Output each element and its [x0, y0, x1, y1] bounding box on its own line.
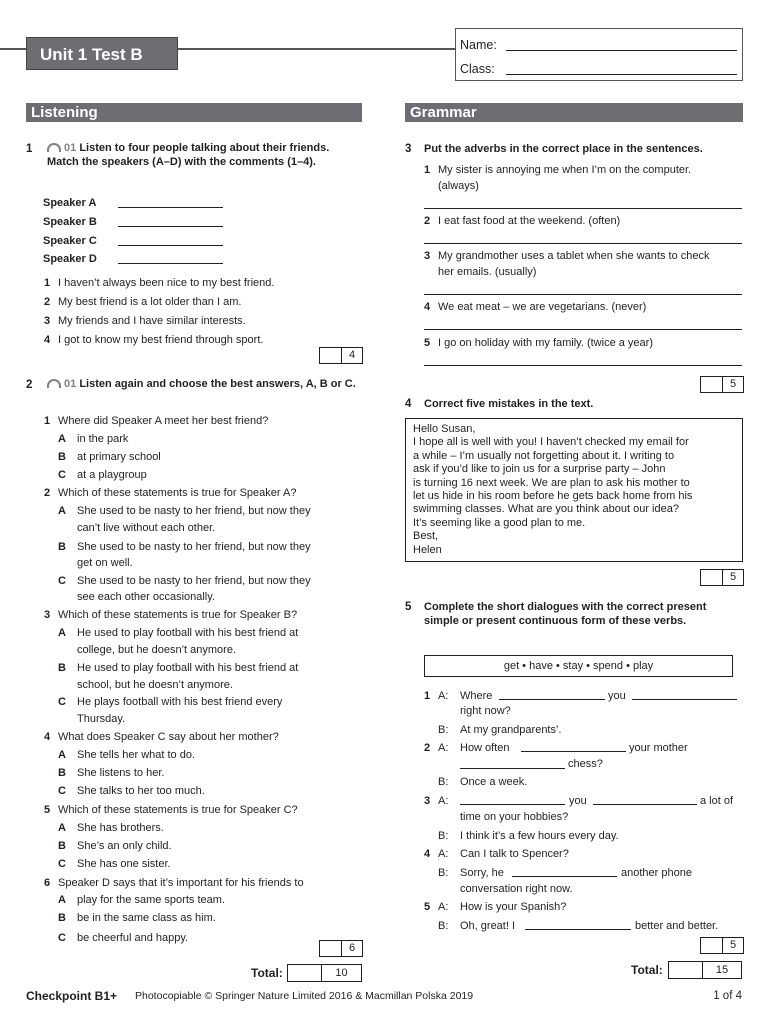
item-text: My sister is annoying me when I’m on the computer.: [438, 164, 692, 176]
dialogue-number: 1: [424, 690, 431, 702]
option-letter[interactable]: C: [58, 932, 66, 944]
item-number: 3: [424, 250, 431, 262]
question-number: 2: [26, 379, 33, 391]
comment-number: 1: [44, 277, 51, 289]
score-box[interactable]: 5: [700, 569, 744, 586]
option-text-cont: can’t live without each other.: [77, 522, 216, 534]
item-number: 3: [44, 609, 51, 621]
dialogue-text: Oh, great! I: [460, 920, 516, 932]
option-letter[interactable]: B: [58, 840, 66, 852]
answer-line[interactable]: [424, 243, 742, 244]
dialogue-text: your mother: [629, 742, 688, 754]
word-box: get • have • stay • spend • play: [424, 655, 733, 677]
gap-line[interactable]: [632, 699, 737, 700]
dialogue-text: Sorry, he: [460, 867, 504, 879]
total-label: Total:: [251, 966, 283, 980]
option-text: She used to be nasty to her friend, but now they: [77, 541, 311, 553]
speaker-b-label: B:: [438, 920, 449, 932]
score-box[interactable]: 5: [700, 376, 744, 393]
option-letter[interactable]: C: [58, 696, 66, 708]
speaker-label: Speaker D: [43, 253, 97, 265]
dialogue-text: How is your Spanish?: [460, 901, 567, 913]
speaker-a-label: A:: [438, 795, 449, 807]
headphones-icon: [47, 143, 61, 152]
item-number: 5: [424, 337, 431, 349]
text-line: swimming classes. What are you think about our idea?: [413, 503, 679, 516]
dialogue-text: Can I talk to Spencer?: [460, 848, 569, 860]
option-text: in the park: [77, 433, 129, 445]
option-text-cont: Thursday.: [77, 713, 126, 725]
option-text-cont: college, but he doesn’t anymore.: [77, 644, 236, 656]
speaker-a-label: A:: [438, 848, 449, 860]
score-box[interactable]: 6: [319, 940, 363, 957]
gap-line[interactable]: [512, 876, 617, 877]
dialogue-text: I think it’s a few hours every day.: [460, 830, 619, 842]
dialogue-text: a lot of: [700, 795, 734, 807]
dialogue-number: 4: [424, 848, 431, 860]
speaker-b-label: B:: [438, 776, 449, 788]
answer-line[interactable]: [424, 208, 742, 209]
item-number: 1: [424, 164, 431, 176]
question-instruction: 01 Listen again and choose the best answers, A, B or C.: [47, 377, 357, 391]
dialogue-text: right now?: [460, 705, 511, 717]
item-question: Which of these statements is true for Speaker C?: [58, 804, 298, 816]
gap-line[interactable]: [460, 768, 565, 769]
answer-line[interactable]: [118, 263, 223, 264]
comment-number: 3: [44, 315, 51, 327]
speaker-a-label: A:: [438, 690, 449, 702]
score-box[interactable]: 4: [319, 347, 363, 364]
speaker-b-label: B:: [438, 724, 449, 736]
gap-line[interactable]: [525, 929, 631, 930]
option-letter[interactable]: B: [58, 767, 66, 779]
question-number: 3: [405, 143, 412, 155]
option-text: He used to play football with his best friend at: [77, 662, 299, 674]
option-letter[interactable]: A: [58, 505, 66, 517]
option-text: play for the same sports team.: [77, 894, 225, 906]
name-label: Name:: [460, 38, 497, 52]
text-line: ask if you’d like to join us for a surprise party – John: [413, 463, 666, 476]
option-letter[interactable]: A: [58, 627, 66, 639]
option-letter[interactable]: A: [58, 433, 66, 445]
question-instruction: 01 Listen to four people talking about their friends. Match the speakers (A–D) with the comments (1–4).: [47, 142, 330, 168]
option-letter[interactable]: C: [58, 858, 66, 870]
section-listening: Listening: [26, 103, 362, 122]
dialogue-number: 5: [424, 901, 431, 913]
dialogue-text: At my grandparents’.: [460, 724, 562, 736]
total-box[interactable]: 10: [287, 964, 362, 982]
item-question: Which of these statements is true for Speaker A?: [58, 487, 297, 499]
dialogue-text: time on your hobbies?: [460, 811, 569, 823]
dialogue-text: you: [569, 795, 587, 807]
score-box[interactable]: 5: [700, 937, 744, 954]
speaker-label: Speaker A: [43, 197, 97, 209]
answer-line[interactable]: [424, 365, 742, 366]
dialogue-text: conversation right now.: [460, 883, 573, 895]
option-text: She tells her what to do.: [77, 749, 196, 761]
option-letter[interactable]: A: [58, 749, 66, 761]
dialogue-number: 2: [424, 742, 431, 754]
dialogue-text: better and better.: [635, 920, 719, 932]
name-field[interactable]: [506, 50, 737, 51]
item-text-cont: her emails. (usually): [438, 266, 537, 278]
text-line: Best,: [413, 530, 439, 543]
option-text: She talks to her too much.: [77, 785, 205, 797]
answer-line[interactable]: [118, 226, 223, 227]
answer-line[interactable]: [118, 207, 223, 208]
dialogue-text: How often: [460, 742, 510, 754]
option-text-cont: see each other occasionally.: [77, 591, 215, 603]
page-number: 1 of 4: [713, 990, 742, 1002]
option-letter[interactable]: B: [58, 451, 66, 463]
option-letter[interactable]: C: [58, 785, 66, 797]
dialogue-text: another phone: [621, 867, 692, 879]
comment-number: 2: [44, 296, 51, 308]
speaker-label: Speaker C: [43, 235, 97, 247]
text-line: let us hide in his room before he gets back home from his: [413, 490, 693, 503]
item-number: 5: [44, 804, 51, 816]
item-number: 6: [44, 877, 51, 889]
item-text-cont: (always): [438, 180, 479, 192]
item-number: 4: [44, 731, 51, 743]
item-question: Where did Speaker A meet her best friend?: [58, 415, 269, 427]
option-text: She has brothers.: [77, 822, 164, 834]
comment-number: 4: [44, 334, 51, 346]
question-instruction: Complete the short dialogues with the correct present simple or present continuous form of these verbs.: [424, 601, 707, 627]
name-class-box: [455, 28, 743, 81]
total-box[interactable]: 15: [668, 961, 742, 979]
item-number: 4: [424, 301, 431, 313]
text-line: I hope all is well with you! I haven’t checked my email for: [413, 436, 689, 449]
gap-line[interactable]: [460, 804, 565, 805]
comment-text: I haven’t always been nice to my best friend.: [58, 277, 275, 289]
footer-brand: Checkpoint B1+: [26, 989, 118, 1003]
text-line: Helen: [413, 543, 442, 556]
item-text: My grandmother uses a tablet when she wants to check: [438, 250, 710, 262]
text-line: Hello Susan,: [413, 423, 476, 435]
answer-line[interactable]: [118, 245, 223, 246]
option-letter[interactable]: A: [58, 822, 66, 834]
item-number: 2: [44, 487, 51, 499]
question-number: 5: [405, 601, 412, 613]
gap-line[interactable]: [521, 751, 626, 752]
question-instruction: Put the adverbs in the correct place in the sentences.: [424, 143, 703, 155]
option-text: He used to play football with his best friend at: [77, 627, 299, 639]
item-text: We eat meat – we are vegetarians. (never): [438, 301, 647, 313]
speaker-b-label: B:: [438, 867, 449, 879]
option-text-cont: school, but he doesn’t anymore.: [77, 679, 233, 691]
option-letter[interactable]: A: [58, 894, 66, 906]
text-line: is turning 16 next week. We are plan to ask his mother to: [413, 476, 690, 489]
option-letter[interactable]: B: [58, 912, 66, 924]
answer-line[interactable]: [424, 294, 742, 295]
letter-text-box: [405, 418, 743, 562]
unit-title: Unit 1 Test B: [26, 37, 178, 70]
headphones-icon: [47, 379, 61, 388]
item-question: What does Speaker C say about her mother?: [58, 731, 279, 743]
class-label: Class:: [460, 62, 495, 76]
dialogue-text: Once a week.: [460, 776, 528, 788]
comment-text: My best friend is a lot older than I am.: [58, 296, 242, 308]
speaker-label: Speaker B: [43, 216, 97, 228]
dialogue-text: chess?: [568, 758, 603, 770]
class-field[interactable]: [506, 74, 737, 75]
option-text: She used to be nasty to her friend, but now they: [77, 575, 311, 587]
option-letter[interactable]: B: [58, 541, 66, 553]
option-text: at a playgroup: [77, 469, 147, 481]
item-number: 2: [424, 215, 431, 227]
item-number: 1: [44, 415, 51, 427]
footer-copyright: Photocopiable © Springer Nature Limited 2016 & Macmillan Polska 2019: [135, 990, 474, 1002]
option-letter[interactable]: C: [58, 469, 66, 481]
option-text: She used to be nasty to her friend, but now they: [77, 505, 311, 517]
speaker-a-label: A:: [438, 901, 449, 913]
item-question: Which of these statements is true for Speaker B?: [58, 609, 298, 621]
question-instruction: Correct five mistakes in the text.: [424, 398, 594, 410]
answer-line[interactable]: [424, 329, 742, 330]
text-line: It’s seeming like a good plan to me.: [413, 516, 586, 529]
gap-line[interactable]: [593, 804, 697, 805]
section-grammar: Grammar: [405, 103, 743, 122]
dialogue-number: 3: [424, 795, 431, 807]
option-letter[interactable]: C: [58, 575, 66, 587]
speaker-b-label: B:: [438, 830, 449, 842]
option-text: He plays football with his best friend every: [77, 696, 283, 708]
option-text-cont: get on well.: [77, 557, 133, 569]
option-text: She listens to her.: [77, 767, 165, 779]
item-question: Speaker D says that it’s important for his friends to: [58, 877, 304, 889]
question-number: 4: [405, 398, 412, 410]
option-text: be in the same class as him.: [77, 912, 216, 924]
option-text: She has one sister.: [77, 858, 171, 870]
dialogue-text: Where: [460, 690, 493, 702]
comment-text: My friends and I have similar interests.: [58, 315, 246, 327]
gap-line[interactable]: [499, 699, 605, 700]
dialogue-text: you: [608, 690, 626, 702]
item-text: I go on holiday with my family. (twice a year): [438, 337, 653, 349]
audio-track[interactable]: 01: [47, 142, 76, 154]
option-letter[interactable]: B: [58, 662, 66, 674]
text-line: a while – I’m usually not forgetting about it. I writing to: [413, 449, 675, 462]
question-number: 1: [26, 143, 33, 155]
audio-track[interactable]: 01: [47, 378, 76, 390]
total-label: Total:: [631, 963, 663, 977]
item-text: I eat fast food at the weekend. (often): [438, 215, 621, 227]
option-text: She’s an only child.: [77, 840, 172, 852]
comment-text: I got to know my best friend through sport.: [58, 334, 264, 346]
option-text: at primary school: [77, 451, 161, 463]
option-text: be cheerful and happy.: [77, 932, 189, 944]
speaker-a-label: A:: [438, 742, 449, 754]
